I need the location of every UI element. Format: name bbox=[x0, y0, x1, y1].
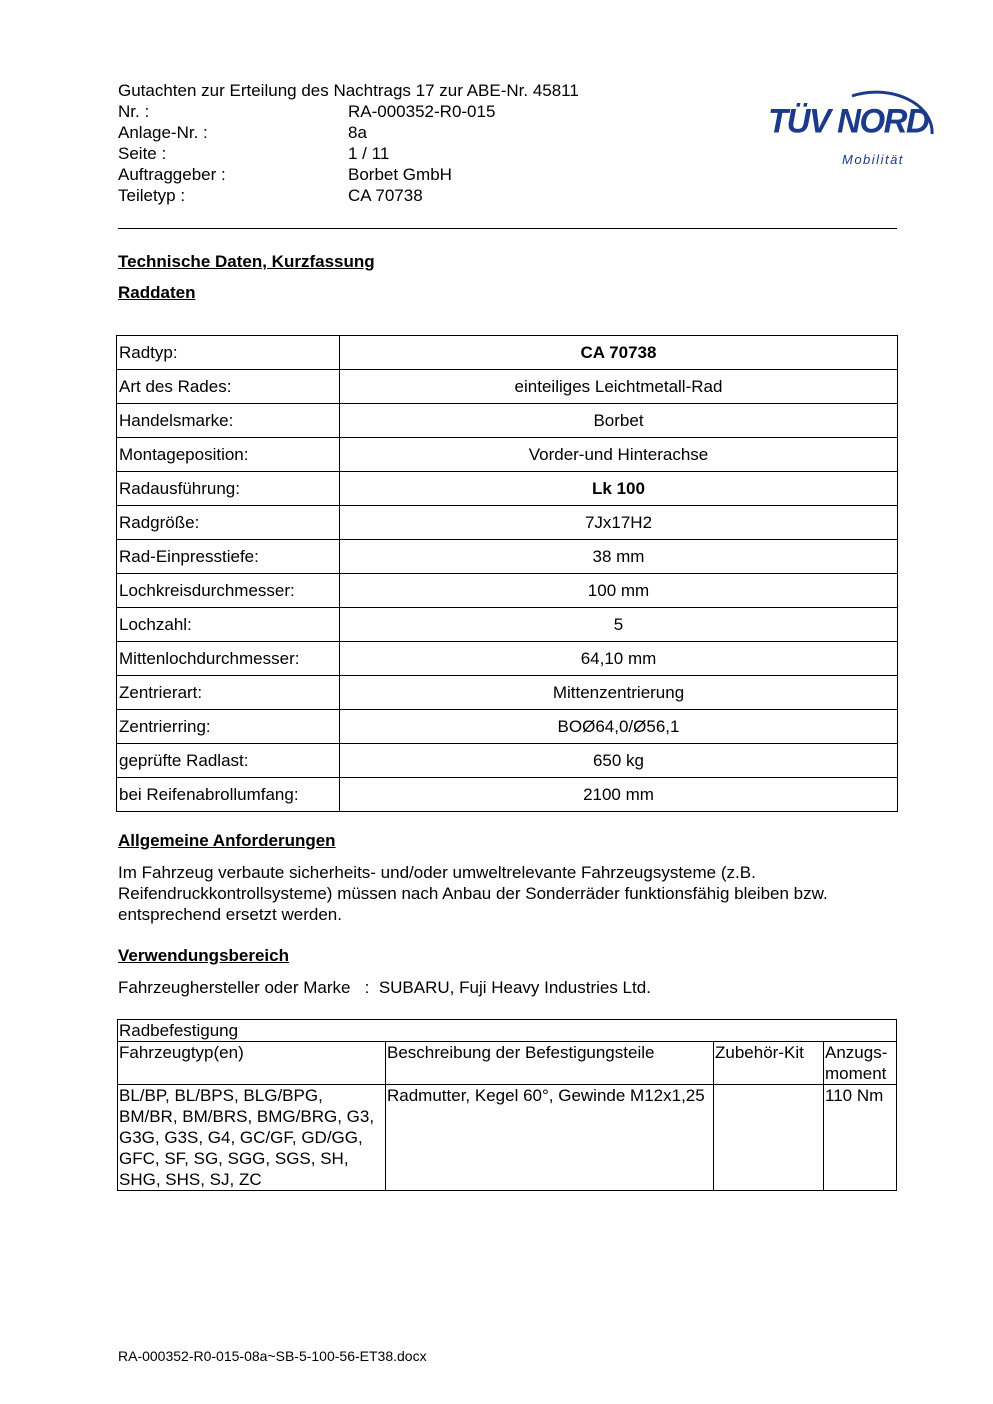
header-label: Auftraggeber : bbox=[118, 165, 226, 184]
row-label: Lochzahl: bbox=[117, 608, 340, 642]
table-row bbox=[117, 574, 898, 608]
torque-cell: 110 Nm bbox=[824, 1085, 897, 1191]
row-label: bei Reifenabrollumfang: bbox=[117, 778, 340, 812]
header-row-nr bbox=[118, 101, 579, 122]
row-value: Lk 100 bbox=[340, 472, 898, 506]
row-value: einteiliges Leichtmetall-Rad bbox=[340, 370, 898, 404]
maker-line bbox=[118, 978, 651, 998]
table-title: Radbefestigung bbox=[118, 1020, 897, 1042]
row-label: Montageposition: bbox=[117, 438, 340, 472]
row-value: 38 mm bbox=[340, 540, 898, 574]
logo-wordmark: TÜV NORD bbox=[768, 101, 929, 140]
row-label: Mittenlochdurchmesser: bbox=[117, 642, 340, 676]
row-label: Zentrierart: bbox=[117, 676, 340, 710]
header-row-seite bbox=[118, 143, 579, 164]
section-allgemein-heading: Allgemeine Anforderungen bbox=[118, 831, 336, 850]
header-row-teiletyp bbox=[118, 185, 579, 206]
accessory-kit-cell bbox=[714, 1085, 824, 1191]
table-row bbox=[118, 1085, 897, 1191]
section-raddaten-heading: Raddaten bbox=[118, 283, 196, 302]
row-value: 100 mm bbox=[340, 574, 898, 608]
row-value: 7Jx17H2 bbox=[340, 506, 898, 540]
header-row-auftraggeber bbox=[118, 164, 579, 185]
row-value: Borbet bbox=[340, 404, 898, 438]
header-value: 1 / 11 bbox=[348, 144, 390, 163]
document-title: Gutachten zur Erteilung des Nachtrags 17 zur ABE-Nr. 45811 bbox=[118, 81, 579, 100]
row-value: CA 70738 bbox=[340, 336, 898, 370]
row-value: BOØ64,0/Ø56,1 bbox=[340, 710, 898, 744]
section-verwendung-heading: Verwendungsbereich bbox=[118, 946, 289, 965]
row-label: Radgröße: bbox=[117, 506, 340, 540]
table-row bbox=[117, 438, 898, 472]
row-value: Vorder-und Hinterachse bbox=[340, 438, 898, 472]
logo-subtitle: Mobilität bbox=[842, 152, 904, 167]
header-label: Nr. : bbox=[118, 102, 150, 121]
section-tech-heading: Technische Daten, Kurzfassung bbox=[118, 252, 375, 271]
header-label: Anlage-Nr. : bbox=[118, 123, 208, 142]
header-divider bbox=[118, 228, 897, 229]
header-value: 8a bbox=[348, 123, 367, 142]
table-row bbox=[117, 506, 898, 540]
row-label: geprüfte Radlast: bbox=[117, 744, 340, 778]
table-title-row bbox=[118, 1020, 897, 1042]
table-row bbox=[117, 642, 898, 676]
row-value: Mittenzentrierung bbox=[340, 676, 898, 710]
table-row bbox=[117, 778, 898, 812]
maker-value: SUBARU, Fuji Heavy Industries Ltd. bbox=[378, 978, 651, 997]
row-label: Handelsmarke: bbox=[117, 404, 340, 438]
header-value: Borbet GmbH bbox=[348, 165, 452, 184]
row-value: 64,10 mm bbox=[340, 642, 898, 676]
table-row bbox=[117, 404, 898, 438]
header-label: Teiletyp : bbox=[118, 186, 186, 205]
row-label: Rad-Einpresstiefe: bbox=[117, 540, 340, 574]
maker-label: Fahrzeughersteller oder Marke bbox=[118, 978, 351, 997]
tuv-nord-logo bbox=[764, 56, 944, 172]
document-header bbox=[118, 80, 579, 206]
wheel-fixing-table bbox=[117, 1019, 897, 1191]
allgemein-paragraph: Im Fahrzeug verbaute sicherheits- und/oder umweltrelevante Fahrzeugsysteme (z.B. Reifendruckkontrollsysteme) müssen nach Anbau der Sonderräder funktionsfähig bleiben bzw. entsprechend ersetzt werden. bbox=[118, 863, 828, 924]
column-header: Anzugs- moment bbox=[824, 1042, 897, 1085]
row-label: Lochkreisdurchmesser: bbox=[117, 574, 340, 608]
column-header: Beschreibung der Befestigungsteile bbox=[386, 1042, 714, 1085]
row-value: 2100 mm bbox=[340, 778, 898, 812]
column-header: Zubehör-Kit bbox=[714, 1042, 824, 1085]
row-value: 5 bbox=[340, 608, 898, 642]
table-row bbox=[117, 472, 898, 506]
table-row bbox=[117, 744, 898, 778]
table-row bbox=[117, 336, 898, 370]
row-label: Zentrierring: bbox=[117, 710, 340, 744]
wheel-data-table bbox=[116, 335, 898, 812]
row-value: 650 kg bbox=[340, 744, 898, 778]
fixing-description-cell: Radmutter, Kegel 60°, Gewinde M12x1,25 bbox=[386, 1085, 714, 1191]
vehicle-types-cell: BL/BP, BL/BPS, BLG/BPG, BM/BR, BM/BRS, BMG/BRG, G3, G3G, G3S, G4, GC/GF, GD/GG, GFC, SF, SG, SGG, SGS, SH, SHG, SHS, SJ, ZC bbox=[118, 1085, 386, 1191]
row-label: Art des Rades: bbox=[117, 370, 340, 404]
footer-filename: RA-000352-R0-015-08a~SB-5-100-56-ET38.docx bbox=[118, 1348, 427, 1364]
table-row bbox=[117, 608, 898, 642]
table-row bbox=[117, 540, 898, 574]
header-value: CA 70738 bbox=[348, 186, 423, 205]
header-value: RA-000352-R0-015 bbox=[348, 102, 496, 121]
header-label: Seite : bbox=[118, 144, 167, 163]
maker-separator: : bbox=[364, 978, 370, 997]
table-row bbox=[117, 710, 898, 744]
table-header-row bbox=[118, 1042, 897, 1085]
table-row bbox=[117, 370, 898, 404]
row-label: Radausführung: bbox=[117, 472, 340, 506]
column-header: Fahrzeugtyp(en) bbox=[118, 1042, 386, 1085]
header-row-anlage bbox=[118, 122, 579, 143]
row-label: Radtyp: bbox=[117, 336, 340, 370]
table-row bbox=[117, 676, 898, 710]
